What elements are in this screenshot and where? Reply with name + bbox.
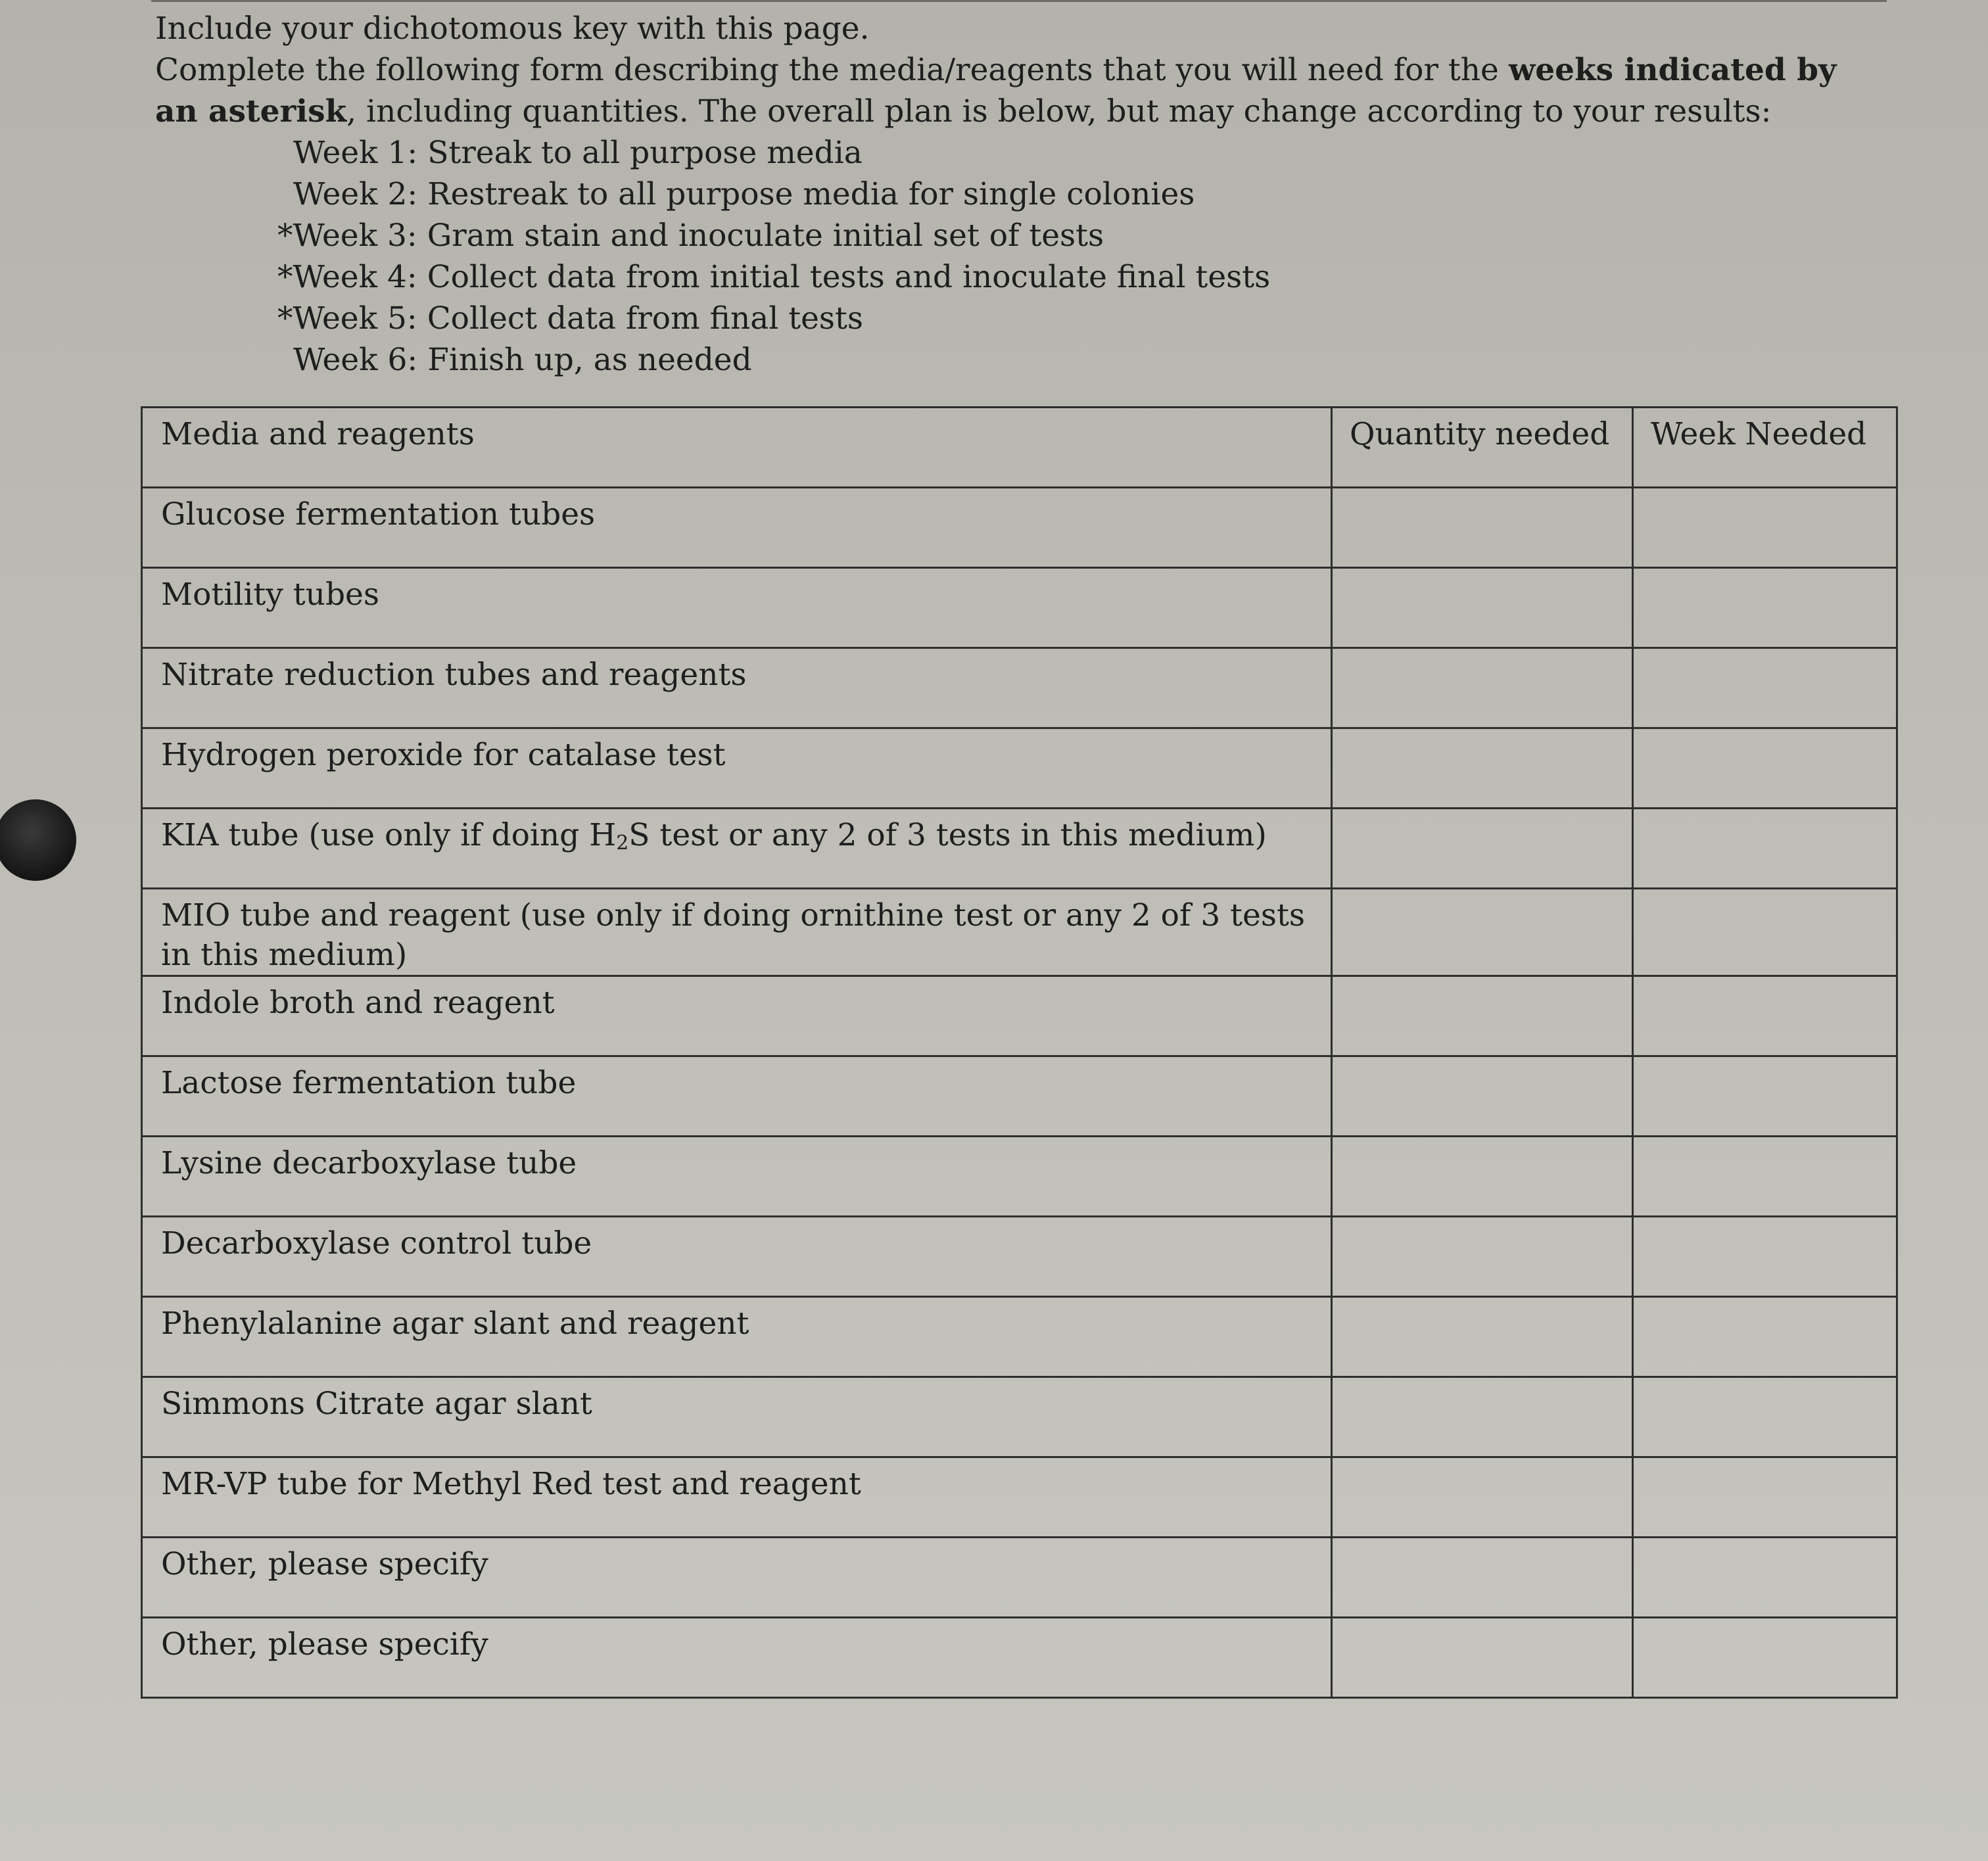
header-quantity: Quantity needed <box>1332 408 1633 488</box>
media-cell: Lysine decarboxylase tube <box>142 1137 1332 1217</box>
table-row <box>142 1297 1897 1377</box>
table-row <box>142 1538 1897 1618</box>
quantity-cell[interactable] <box>1332 976 1633 1056</box>
week-cell[interactable] <box>1633 1377 1897 1457</box>
week-cell[interactable] <box>1633 488 1897 568</box>
plan-week-5: *Week 5: Collect data from final tests <box>277 300 864 337</box>
media-cell: Motility tubes <box>142 568 1332 648</box>
week-cell[interactable] <box>1633 1618 1897 1698</box>
table-row <box>142 889 1897 976</box>
table-row <box>142 976 1897 1056</box>
header-week: Week Needed <box>1633 408 1897 488</box>
week-cell[interactable] <box>1633 1457 1897 1538</box>
instruction-line-2 <box>155 49 1838 132</box>
media-cell: Simmons Citrate agar slant <box>142 1377 1332 1457</box>
media-cell: Hydrogen peroxide for catalase test <box>142 728 1332 809</box>
table-row <box>142 1056 1897 1137</box>
plan-week-3: *Week 3: Gram stain and inoculate initial set of tests <box>277 218 1104 254</box>
table-row <box>142 1137 1897 1217</box>
media-cell: Decarboxylase control tube <box>142 1217 1332 1297</box>
instruction-line-1: Include your dichotomous key with this page. <box>155 11 870 47</box>
weekly-plan <box>155 132 1838 381</box>
media-text: KIA tube (use only if doing H <box>161 817 617 853</box>
table-row <box>142 1217 1897 1297</box>
week-cell[interactable] <box>1633 1538 1897 1618</box>
week-cell[interactable] <box>1633 1297 1897 1377</box>
table-row <box>142 809 1897 889</box>
table-row <box>142 1457 1897 1538</box>
week-cell[interactable] <box>1633 568 1897 648</box>
page-top-edge <box>151 0 1887 2</box>
quantity-cell[interactable] <box>1332 1457 1633 1538</box>
plan-week-6: Week 6: Finish up, as needed <box>293 342 752 378</box>
table-row <box>142 1618 1897 1698</box>
media-reagents-form-table <box>141 406 1898 1699</box>
plan-week-1: Week 1: Streak to all purpose media <box>293 135 863 171</box>
week-cell[interactable] <box>1633 1137 1897 1217</box>
quantity-cell[interactable] <box>1332 889 1633 976</box>
week-cell[interactable] <box>1633 889 1897 976</box>
media-cell: Other, please specify <box>142 1538 1332 1618</box>
media-text-end: S test or any 2 of 3 tests in this medium) <box>628 817 1267 853</box>
table-row <box>142 568 1897 648</box>
instruction-text: Complete the following form describing the media/reagents that you will need for the <box>155 52 1509 88</box>
table-row <box>142 1377 1897 1457</box>
week-cell[interactable] <box>1633 976 1897 1056</box>
media-cell: MR-VP tube for Methyl Red test and reagent <box>142 1457 1332 1538</box>
quantity-cell[interactable] <box>1332 568 1633 648</box>
media-cell: Other, please specify <box>142 1618 1332 1698</box>
plan-week-2: Week 2: Restreak to all purpose media for single colonies <box>293 176 1195 212</box>
quantity-cell[interactable] <box>1332 648 1633 728</box>
table-row <box>142 488 1897 568</box>
instruction-emphasis: weeks indicated by an asterisk <box>155 52 1837 130</box>
media-cell: Glucose fermentation tubes <box>142 488 1332 568</box>
table-row <box>142 728 1897 809</box>
media-cell: MIO tube and reagent (use only if doing ornithine test or any 2 of 3 tests in this medium) <box>142 889 1332 976</box>
media-cell: Indole broth and reagent <box>142 976 1332 1056</box>
quantity-cell[interactable] <box>1332 1538 1633 1618</box>
table-row <box>142 648 1897 728</box>
media-cell: Nitrate reduction tubes and reagents <box>142 648 1332 728</box>
week-cell[interactable] <box>1633 728 1897 809</box>
quantity-cell[interactable] <box>1332 1137 1633 1217</box>
header-media: Media and reagents <box>142 408 1332 488</box>
quantity-cell[interactable] <box>1332 488 1633 568</box>
binder-punch-hole <box>0 799 76 881</box>
instructions <box>155 8 1838 381</box>
week-cell[interactable] <box>1633 1217 1897 1297</box>
quantity-cell[interactable] <box>1332 728 1633 809</box>
media-cell: Lactose fermentation tube <box>142 1056 1332 1137</box>
week-cell[interactable] <box>1633 809 1897 889</box>
week-cell[interactable] <box>1633 1056 1897 1137</box>
table-header-row <box>142 408 1897 488</box>
quantity-cell[interactable] <box>1332 1377 1633 1457</box>
quantity-cell[interactable] <box>1332 1618 1633 1698</box>
media-cell <box>142 809 1332 889</box>
week-cell[interactable] <box>1633 648 1897 728</box>
instruction-text-end: , including quantities. The overall plan is below, but may change according to your results: <box>346 93 1772 130</box>
plan-week-4: *Week 4: Collect data from initial tests and inoculate final tests <box>277 259 1271 295</box>
quantity-cell[interactable] <box>1332 809 1633 889</box>
media-cell: Phenylalanine agar slant and reagent <box>142 1297 1332 1377</box>
quantity-cell[interactable] <box>1332 1217 1633 1297</box>
quantity-cell[interactable] <box>1332 1056 1633 1137</box>
quantity-cell[interactable] <box>1332 1297 1633 1377</box>
subscript-2: 2 <box>616 832 629 855</box>
